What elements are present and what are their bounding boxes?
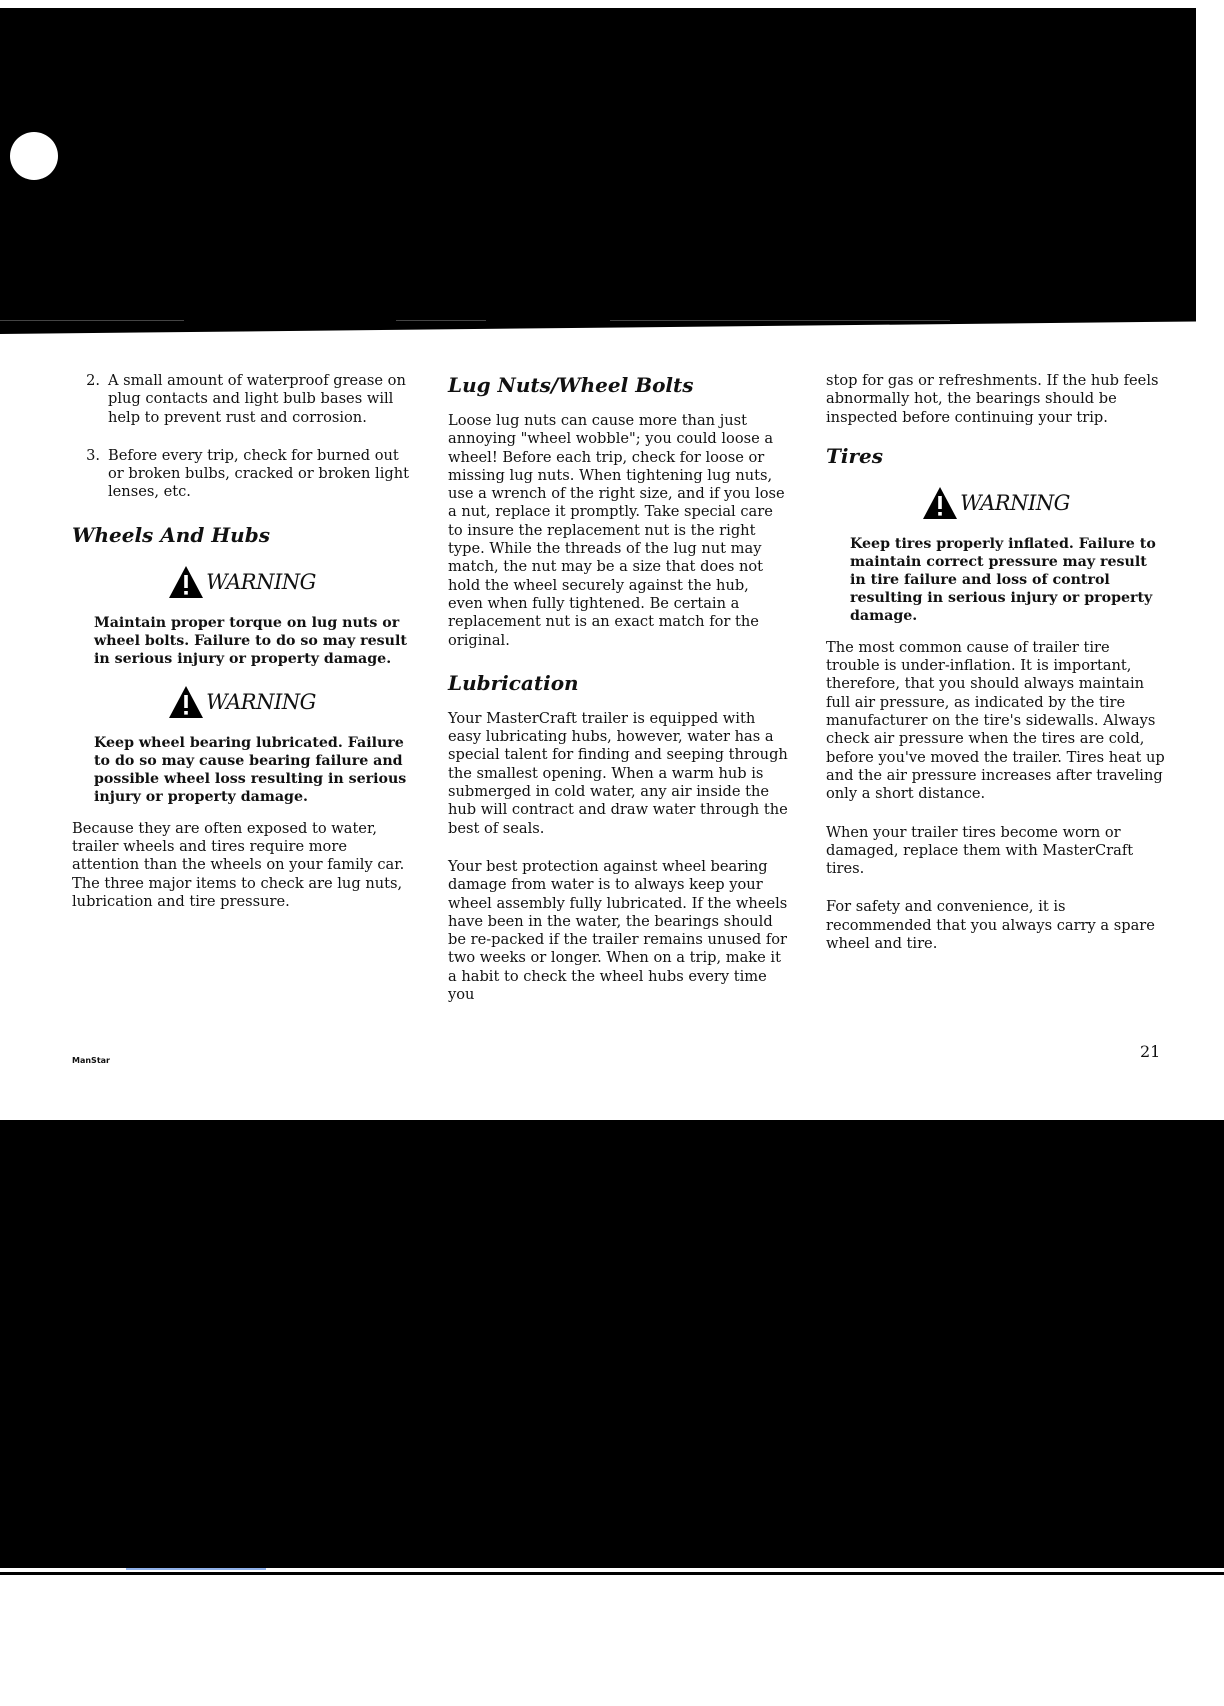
warning-banner <box>826 483 1166 523</box>
section-heading-tires: Tires <box>826 443 884 468</box>
list-text: Before every trip, check for burned out or broken bulbs, cracked or broken light lenses, etc. <box>108 446 409 501</box>
body-paragraph: Your MasterCraft trailer is equipped with easy lubricating hubs, however, water has a special talent for finding and seeping through the smallest opening. When a warm hub is submerged in cold water, any air inside the hub will contract and draw water through the best of seals. <box>448 709 788 837</box>
scan-artifact-line <box>610 320 950 321</box>
footer-brand: ManStar <box>72 1056 110 1065</box>
punch-hole-bottom <box>10 1658 58 1706</box>
body-paragraph: The most common cause of trailer tire trouble is under-inflation. It is important, therefore, that you should always maintain full air pressure, as indicated by the tire manufacturer on the tire's sidewalls. Always check air pressure when the tires are cold, before you've moved the trailer. Tires heat up and the air pressure increases after traveling only a short distance. <box>826 638 1165 803</box>
section-heading-lubrication: Lubrication <box>448 670 579 695</box>
section-heading-lug-nuts: Lug Nuts/Wheel Bolts <box>448 373 694 397</box>
warning-triangle-icon <box>922 486 958 520</box>
warning-label: WARNING <box>206 689 316 714</box>
body-paragraph: Your best protection against wheel bearing damage from water is to always keep your wheel assembly fully lubricated. If the wheels have been in the water, the bearings should be re-packed if the trailer remains unused for two weeks or longer. When on a trip, make it a habit to check the wheel hubs every time you <box>448 857 788 1004</box>
warning-text: Keep wheel bearing lubricated. Failure to do so may cause bearing failure and possible wheel loss resulting in serious injury or property damage. <box>94 734 407 805</box>
list-item <box>72 372 412 427</box>
body-paragraph: For safety and convenience, it is recommended that you always carry a spare wheel and tire. <box>826 898 1155 953</box>
warning-triangle-icon <box>168 685 204 719</box>
warning-label: WARNING <box>960 490 1070 515</box>
column-right <box>826 372 1166 973</box>
warning-label: WARNING <box>206 569 316 594</box>
scan-artifact-line <box>396 320 486 321</box>
page-number: 21 <box>1140 1042 1161 1061</box>
scan-artifact-line <box>0 320 184 321</box>
list-text: A small amount of waterproof grease on plug contacts and light bulb bases will help to prevent rust and corrosion. <box>108 372 406 426</box>
body-paragraph: When your trailer tires become worn or damaged, replace them with MasterCraft tires. <box>826 823 1134 878</box>
punch-hole-top <box>10 132 58 180</box>
footer-rule <box>0 1572 1224 1575</box>
warning-banner <box>72 562 412 602</box>
column-left <box>72 372 412 931</box>
scan-dark-band-top <box>0 8 1196 320</box>
section-heading-wheels-hubs: Wheels And Hubs <box>72 522 270 547</box>
body-paragraph: stop for gas or refreshments. If the hub feels abnormally hot, the bearings should be inspected before continuing your trip. <box>826 372 1159 426</box>
warning-text: Keep tires properly inflated. Failure to maintain correct pressure may result in tire failure and loss of control resulting in serious injury or property damage. <box>850 535 1156 624</box>
list-item <box>72 447 412 502</box>
list-number: 3. <box>86 446 100 464</box>
column-middle <box>448 372 788 1024</box>
warning-triangle-icon <box>168 565 204 599</box>
warning-banner <box>72 682 412 722</box>
list-number: 2. <box>86 372 100 389</box>
body-paragraph: Loose lug nuts can cause more than just annoying "wheel wobble"; you could loose a wheel! Before each trip, check for loose or missing lug nuts. When tightening lug nuts, use a wrench of the right size, and if you lose a nut, replace it promptly. Take special care to insure the replacement nut is the right type. While the threads of the lug nut may match, the nut may be a size that does not hold the wheel securely against the hub, even when fully tightened. Be certain a replacement nut is an exact match for the original. <box>448 412 785 649</box>
body-paragraph: Because they are often exposed to water, trailer wheels and tires require more attention than the wheels on your family car. The three major items to check are lug nuts, lubrication and tire pressure. <box>72 819 405 910</box>
scan-dark-band-bottom <box>0 1120 1224 1568</box>
warning-text: Maintain proper torque on lug nuts or wheel bolts. Failure to do so may result in serious injury or property damage. <box>94 614 407 667</box>
footer-rule-blue <box>126 1568 266 1570</box>
